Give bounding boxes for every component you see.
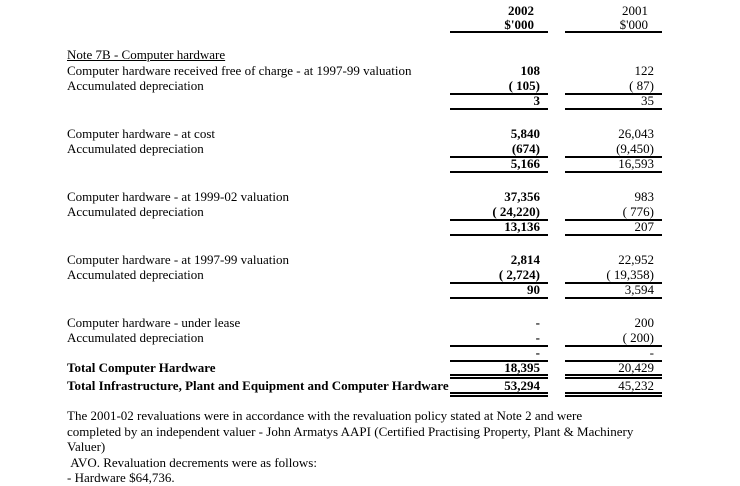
value-2001: ( 19,358) bbox=[565, 268, 662, 284]
column-spacer bbox=[548, 361, 565, 379]
table-row bbox=[67, 315, 662, 331]
column-spacer bbox=[548, 346, 565, 362]
subtotal-2002: 90 bbox=[450, 283, 548, 299]
row-label: Accumulated depreciation bbox=[67, 267, 204, 282]
subtotal-2001: 3,594 bbox=[565, 283, 662, 299]
subtotal-2002: 3 bbox=[450, 94, 548, 110]
column-spacer bbox=[548, 126, 565, 142]
subtotal-2001: 35 bbox=[565, 94, 662, 110]
subtotal-row bbox=[67, 283, 662, 298]
subtotal-row bbox=[67, 220, 662, 235]
section-heading-row bbox=[67, 47, 662, 63]
table-block bbox=[67, 252, 662, 298]
value-2002: 37,356 bbox=[504, 189, 540, 204]
value-2002: 108 bbox=[520, 63, 540, 78]
year-header-2001: 2001 bbox=[622, 3, 648, 18]
table-row bbox=[67, 205, 662, 220]
value-2002: 2,814 bbox=[510, 252, 540, 267]
total-2002: 18,395 bbox=[450, 361, 548, 379]
table-row bbox=[67, 331, 662, 346]
column-spacer bbox=[548, 18, 565, 33]
value-2001: ( 776) bbox=[565, 205, 662, 221]
column-spacer bbox=[548, 205, 565, 221]
subtotal-2001: 207 bbox=[565, 220, 662, 236]
table-block bbox=[67, 189, 662, 235]
value-2002: - bbox=[450, 331, 548, 347]
value-2001: 26,043 bbox=[618, 126, 654, 141]
column-header-year-row bbox=[67, 3, 662, 18]
value-2001: 22,952 bbox=[618, 252, 654, 267]
header-empty-cell bbox=[67, 3, 450, 18]
row-label: Computer hardware - at 1997-99 valuation bbox=[67, 252, 290, 267]
value-2002: 5,840 bbox=[510, 126, 540, 141]
note-line: completed by an independent valuer - John Armatys AAPI (Certified Practising Property, Plant & Machinery Valuer) bbox=[67, 423, 637, 454]
total-2001: 20,429 bbox=[565, 361, 662, 379]
subtotal-2001: - bbox=[565, 346, 662, 362]
value-2001: ( 200) bbox=[565, 331, 662, 347]
table-row bbox=[67, 252, 662, 268]
row-label: Computer hardware received free of charge - at 1997-99 valuation bbox=[67, 63, 412, 78]
value-2002: ( 2,724) bbox=[450, 268, 548, 284]
table-row bbox=[67, 79, 662, 94]
total-row bbox=[67, 361, 662, 379]
column-spacer bbox=[548, 252, 565, 268]
unit-header-2001: $'000 bbox=[565, 18, 662, 33]
total-label: Total Infrastructure, Plant and Equipment and Computer Hardware bbox=[67, 378, 449, 393]
table-row bbox=[67, 142, 662, 157]
value-2001: 200 bbox=[634, 315, 654, 330]
header-empty-cell bbox=[67, 18, 450, 33]
note-line: - Hardware $64,736. bbox=[67, 470, 175, 485]
column-spacer bbox=[548, 79, 565, 95]
subtotal-2001: 16,593 bbox=[565, 157, 662, 173]
total-label: Total Computer Hardware bbox=[67, 360, 216, 375]
value-2001: 122 bbox=[634, 63, 654, 78]
table-row bbox=[67, 126, 662, 142]
row-label: Accumulated depreciation bbox=[67, 78, 204, 93]
note-line: AVO. Revaluation decrements were as follows: bbox=[67, 454, 317, 470]
column-spacer bbox=[548, 142, 565, 158]
row-label: Accumulated depreciation bbox=[67, 330, 204, 345]
note-line: The 2001-02 revaluations were in accordance with the revaluation policy stated at Note 2 and were bbox=[67, 408, 583, 423]
row-label: Accumulated depreciation bbox=[67, 141, 204, 156]
total-row bbox=[67, 379, 662, 397]
table-block bbox=[67, 315, 662, 361]
subtotal-2002: - bbox=[450, 346, 548, 362]
year-header-2002: 2002 bbox=[508, 3, 534, 18]
column-spacer bbox=[548, 157, 565, 173]
column-spacer bbox=[548, 331, 565, 347]
column-spacer bbox=[548, 379, 565, 397]
total-2002: 53,294 bbox=[450, 379, 548, 397]
value-2002: - bbox=[535, 315, 540, 330]
column-spacer bbox=[548, 189, 565, 205]
total-2001: 45,232 bbox=[565, 379, 662, 397]
column-spacer bbox=[548, 283, 565, 299]
value-2002: ( 24,220) bbox=[450, 205, 548, 221]
column-spacer bbox=[548, 220, 565, 236]
subtotal-2002: 13,136 bbox=[450, 220, 548, 236]
subtotal-row bbox=[67, 157, 662, 172]
column-spacer bbox=[548, 315, 565, 331]
row-label: Computer hardware - under lease bbox=[67, 315, 241, 330]
row-label: Accumulated depreciation bbox=[67, 204, 204, 219]
column-spacer bbox=[548, 63, 565, 79]
column-spacer bbox=[548, 94, 565, 110]
row-label: Computer hardware - at cost bbox=[67, 126, 216, 141]
unit-header-2002: $'000 bbox=[450, 18, 548, 33]
table-block bbox=[67, 126, 662, 172]
subtotal-2002: 5,166 bbox=[450, 157, 548, 173]
column-header-unit-row bbox=[67, 18, 662, 33]
column-spacer bbox=[548, 3, 565, 18]
notes-paragraph bbox=[67, 408, 662, 486]
value-2002: ( 105) bbox=[450, 79, 548, 95]
section-heading: Note 7B - Computer hardware bbox=[67, 47, 226, 62]
column-spacer bbox=[548, 268, 565, 284]
value-2001: (9,450) bbox=[565, 142, 662, 158]
value-2001: 983 bbox=[634, 189, 654, 204]
row-label: Computer hardware - at 1999-02 valuation bbox=[67, 189, 290, 204]
subtotal-row bbox=[67, 94, 662, 109]
table-row bbox=[67, 189, 662, 205]
subtotal-row bbox=[67, 346, 662, 361]
value-2002: (674) bbox=[450, 142, 548, 158]
table-row bbox=[67, 63, 662, 79]
table-block bbox=[67, 63, 662, 109]
value-2001: ( 87) bbox=[565, 79, 662, 95]
table-row bbox=[67, 268, 662, 283]
